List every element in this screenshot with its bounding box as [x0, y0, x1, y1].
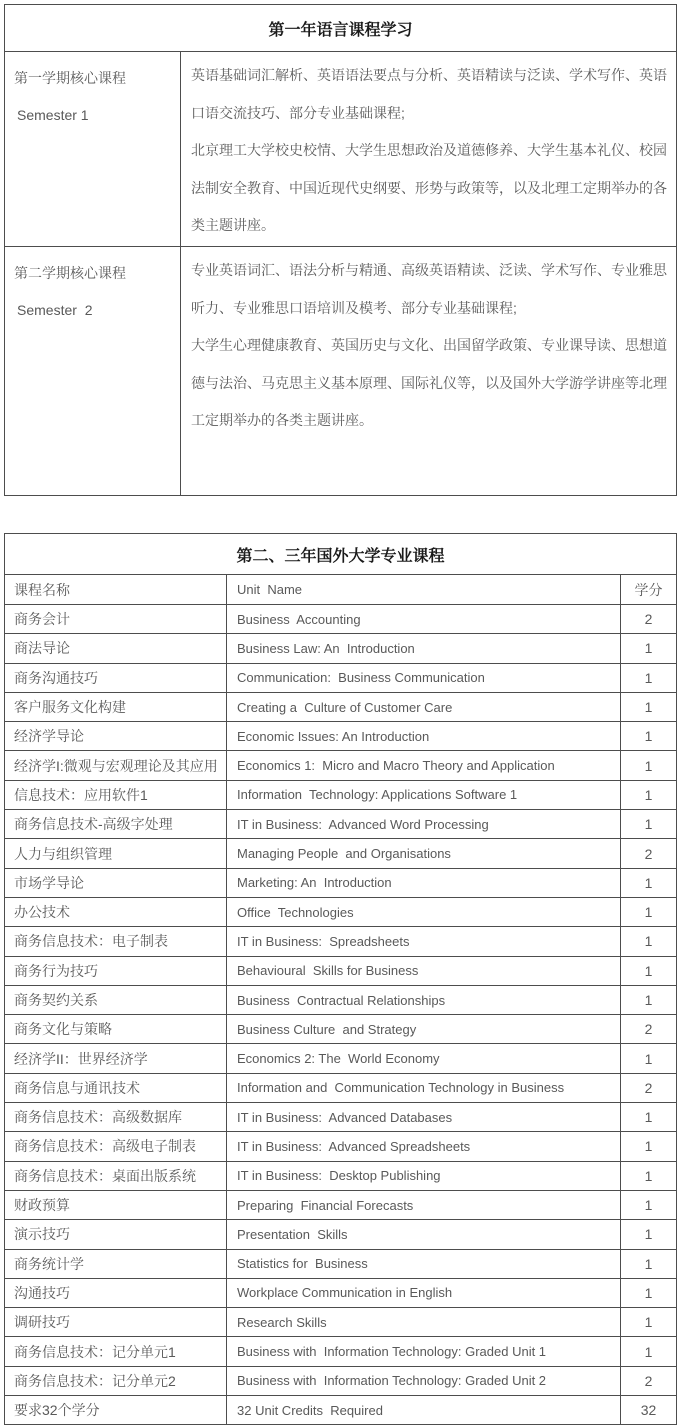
unit-name-en: IT in Business: Advanced Databases [227, 1103, 621, 1132]
credit-value: 1 [621, 1278, 677, 1307]
credit-value: 1 [621, 1044, 677, 1073]
header-unit-name: Unit Name [227, 575, 621, 605]
table-row [5, 1220, 677, 1249]
course-name-zh: 商务信息技术：记分单元1 [5, 1337, 227, 1366]
credit-value: 1 [621, 868, 677, 897]
table-row [5, 927, 677, 956]
unit-name-en: Office Technologies [227, 897, 621, 926]
credit-value: 2 [621, 1073, 677, 1102]
table-row [5, 751, 677, 780]
table2-header-row [5, 575, 677, 605]
course-name-zh: 商务信息技术：桌面出版系统 [5, 1161, 227, 1190]
course-name-zh: 调研技巧 [5, 1308, 227, 1337]
semester2-row [5, 247, 677, 496]
unit-name-en: Creating a Culture of Customer Care [227, 692, 621, 721]
table1-title: 第一年语言课程学习 [5, 5, 677, 52]
course-name-zh: 经济学II：世界经济学 [5, 1044, 227, 1073]
unit-name-en: Workplace Communication in English [227, 1278, 621, 1307]
credit-value: 32 [621, 1396, 677, 1425]
unit-name-en: Presentation Skills [227, 1220, 621, 1249]
table-row [5, 868, 677, 897]
table-row [5, 663, 677, 692]
unit-name-en: Economics 1: Micro and Macro Theory and Application [227, 751, 621, 780]
unit-name-en: IT in Business: Advanced Word Processing [227, 810, 621, 839]
credit-value: 1 [621, 692, 677, 721]
table-row [5, 1249, 677, 1278]
table-row [5, 1103, 677, 1132]
table2-title-row [5, 534, 677, 575]
unit-name-en: 32 Unit Credits Required [227, 1396, 621, 1425]
unit-name-en: Economic Issues: An Introduction [227, 722, 621, 751]
table-row [5, 634, 677, 663]
credit-value: 1 [621, 1132, 677, 1161]
table-row [5, 692, 677, 721]
table-row [5, 780, 677, 809]
course-name-zh: 信息技术：应用软件1 [5, 780, 227, 809]
course-name-zh: 市场学导论 [5, 868, 227, 897]
course-name-zh: 经济学导论 [5, 722, 227, 751]
course-name-zh: 商务会计 [5, 605, 227, 634]
semester2-courses-paragraph: 专业英语词汇、语法分析与精通、高级英语精读、泛读、学术写作、专业雅思听力、专业雅思口语培训及模考、部分专业基础课程; [191, 262, 667, 316]
credit-value: 1 [621, 956, 677, 985]
table-row [5, 1132, 677, 1161]
table-row [5, 1015, 677, 1044]
unit-name-en: Communication: Business Communication [227, 663, 621, 692]
course-name-zh: 商务统计学 [5, 1249, 227, 1278]
credit-value: 1 [621, 927, 677, 956]
course-name-zh: 商务信息与通讯技术 [5, 1073, 227, 1102]
first-year-language-table [4, 4, 677, 496]
table-row [5, 897, 677, 926]
unit-name-en: IT in Business: Desktop Publishing [227, 1161, 621, 1190]
unit-name-en: Business Law: An Introduction [227, 634, 621, 663]
table2-title: 第二、三年国外大学专业课程 [5, 534, 677, 575]
unit-name-en: Business Accounting [227, 605, 621, 634]
table1-title-row [5, 5, 677, 52]
semester2-content-cell [181, 247, 677, 496]
semester1-lectures-paragraph: 北京理工大学校史校情、大学生思想政治及道德修养、大学生基本礼仪、校园法制安全教育、中国近现代史纲要、形势与政策等，以及北理工定期举办的各类主题讲座。 [191, 142, 667, 233]
header-course-name-zh: 课程名称 [5, 575, 227, 605]
course-name-zh: 商务信息技术：电子制表 [5, 927, 227, 956]
semester1-courses-paragraph: 英语基础词汇解析、英语语法要点与分析、英语精读与泛读、学术写作、英语口语交流技巧、部分专业基础课程; [191, 67, 667, 121]
table-row [5, 1308, 677, 1337]
unit-name-en: IT in Business: Advanced Spreadsheets [227, 1132, 621, 1161]
semester2-lectures-paragraph: 大学生心理健康教育、英国历史与文化、出国留学政策、专业课导读、思想道德与法治、马克思主义基本原理、国际礼仪等，以及国外大学游学讲座等北理工定期举办的各类主题讲座。 [191, 337, 667, 428]
table-row [5, 1337, 677, 1366]
unit-name-en: Business with Information Technology: Graded Unit 2 [227, 1366, 621, 1395]
course-name-zh: 人力与组织管理 [5, 839, 227, 868]
credit-value: 2 [621, 1366, 677, 1395]
credit-value: 1 [621, 663, 677, 692]
course-name-zh: 经济学I:微观与宏观理论及其应用 [5, 751, 227, 780]
credit-value: 1 [621, 634, 677, 663]
table-row [5, 985, 677, 1014]
unit-name-en: Information Technology: Applications Software 1 [227, 780, 621, 809]
course-name-zh: 商务信息技术：记分单元2 [5, 1366, 227, 1395]
unit-name-en: Information and Communication Technology in Business [227, 1073, 621, 1102]
table-row [5, 956, 677, 985]
course-name-zh: 商务文化与策略 [5, 1015, 227, 1044]
table-row [5, 1278, 677, 1307]
table-row [5, 1073, 677, 1102]
course-name-zh: 商务沟通技巧 [5, 663, 227, 692]
course-name-zh: 要求32个学分 [5, 1396, 227, 1425]
table-row [5, 839, 677, 868]
unit-name-en: Business with Information Technology: Graded Unit 1 [227, 1337, 621, 1366]
credit-value: 1 [621, 985, 677, 1014]
table-row [5, 1161, 677, 1190]
unit-name-en: Economics 2: The World Economy [227, 1044, 621, 1073]
semester1-label-en: Semester 1 [17, 107, 89, 123]
semester2-label-en: Semester 2 [17, 302, 93, 318]
credit-value: 1 [621, 1190, 677, 1219]
table-row [5, 1396, 677, 1425]
credit-value: 1 [621, 1249, 677, 1278]
course-name-zh: 商务信息技术：高级电子制表 [5, 1132, 227, 1161]
semester1-label-zh: 第一学期核心课程 [14, 70, 126, 86]
credit-value: 1 [621, 897, 677, 926]
credit-value: 2 [621, 839, 677, 868]
overseas-courses-table [4, 533, 677, 1425]
unit-name-en: Research Skills [227, 1308, 621, 1337]
unit-name-en: Marketing: An Introduction [227, 868, 621, 897]
credit-value: 1 [621, 1220, 677, 1249]
course-name-zh: 演示技巧 [5, 1220, 227, 1249]
semester1-row [5, 52, 677, 247]
unit-name-en: Statistics for Business [227, 1249, 621, 1278]
semester2-term-cell [5, 247, 181, 496]
table-row [5, 1366, 677, 1395]
table-row [5, 722, 677, 751]
credit-value: 1 [621, 722, 677, 751]
page [0, 4, 682, 1419]
unit-name-en: Preparing Financial Forecasts [227, 1190, 621, 1219]
course-name-zh: 商务信息技术：高级数据库 [5, 1103, 227, 1132]
credit-value: 1 [621, 1161, 677, 1190]
unit-name-en: IT in Business: Spreadsheets [227, 927, 621, 956]
course-name-zh: 财政预算 [5, 1190, 227, 1219]
credit-value: 1 [621, 1103, 677, 1132]
table-row [5, 1044, 677, 1073]
unit-name-en: Business Culture and Strategy [227, 1015, 621, 1044]
course-name-zh: 沟通技巧 [5, 1278, 227, 1307]
unit-name-en: Managing People and Organisations [227, 839, 621, 868]
unit-name-en: Behavioural Skills for Business [227, 956, 621, 985]
unit-name-en: Business Contractual Relationships [227, 985, 621, 1014]
credit-value: 1 [621, 751, 677, 780]
table-row [5, 605, 677, 634]
header-credits: 学分 [621, 575, 677, 605]
table-row [5, 1190, 677, 1219]
credit-value: 1 [621, 810, 677, 839]
credit-value: 1 [621, 1308, 677, 1337]
credit-value: 1 [621, 780, 677, 809]
course-name-zh: 商法导论 [5, 634, 227, 663]
course-name-zh: 客户服务文化构建 [5, 692, 227, 721]
semester1-content-cell [181, 52, 677, 247]
course-name-zh: 办公技术 [5, 897, 227, 926]
semester2-label-zh: 第二学期核心课程 [14, 265, 126, 281]
table2-body [5, 605, 677, 1425]
credit-value: 2 [621, 1015, 677, 1044]
course-name-zh: 商务信息技术-高级字处理 [5, 810, 227, 839]
credit-value: 2 [621, 605, 677, 634]
course-name-zh: 商务行为技巧 [5, 956, 227, 985]
course-name-zh: 商务契约关系 [5, 985, 227, 1014]
table-row [5, 810, 677, 839]
credit-value: 1 [621, 1337, 677, 1366]
semester1-term-cell [5, 52, 181, 247]
